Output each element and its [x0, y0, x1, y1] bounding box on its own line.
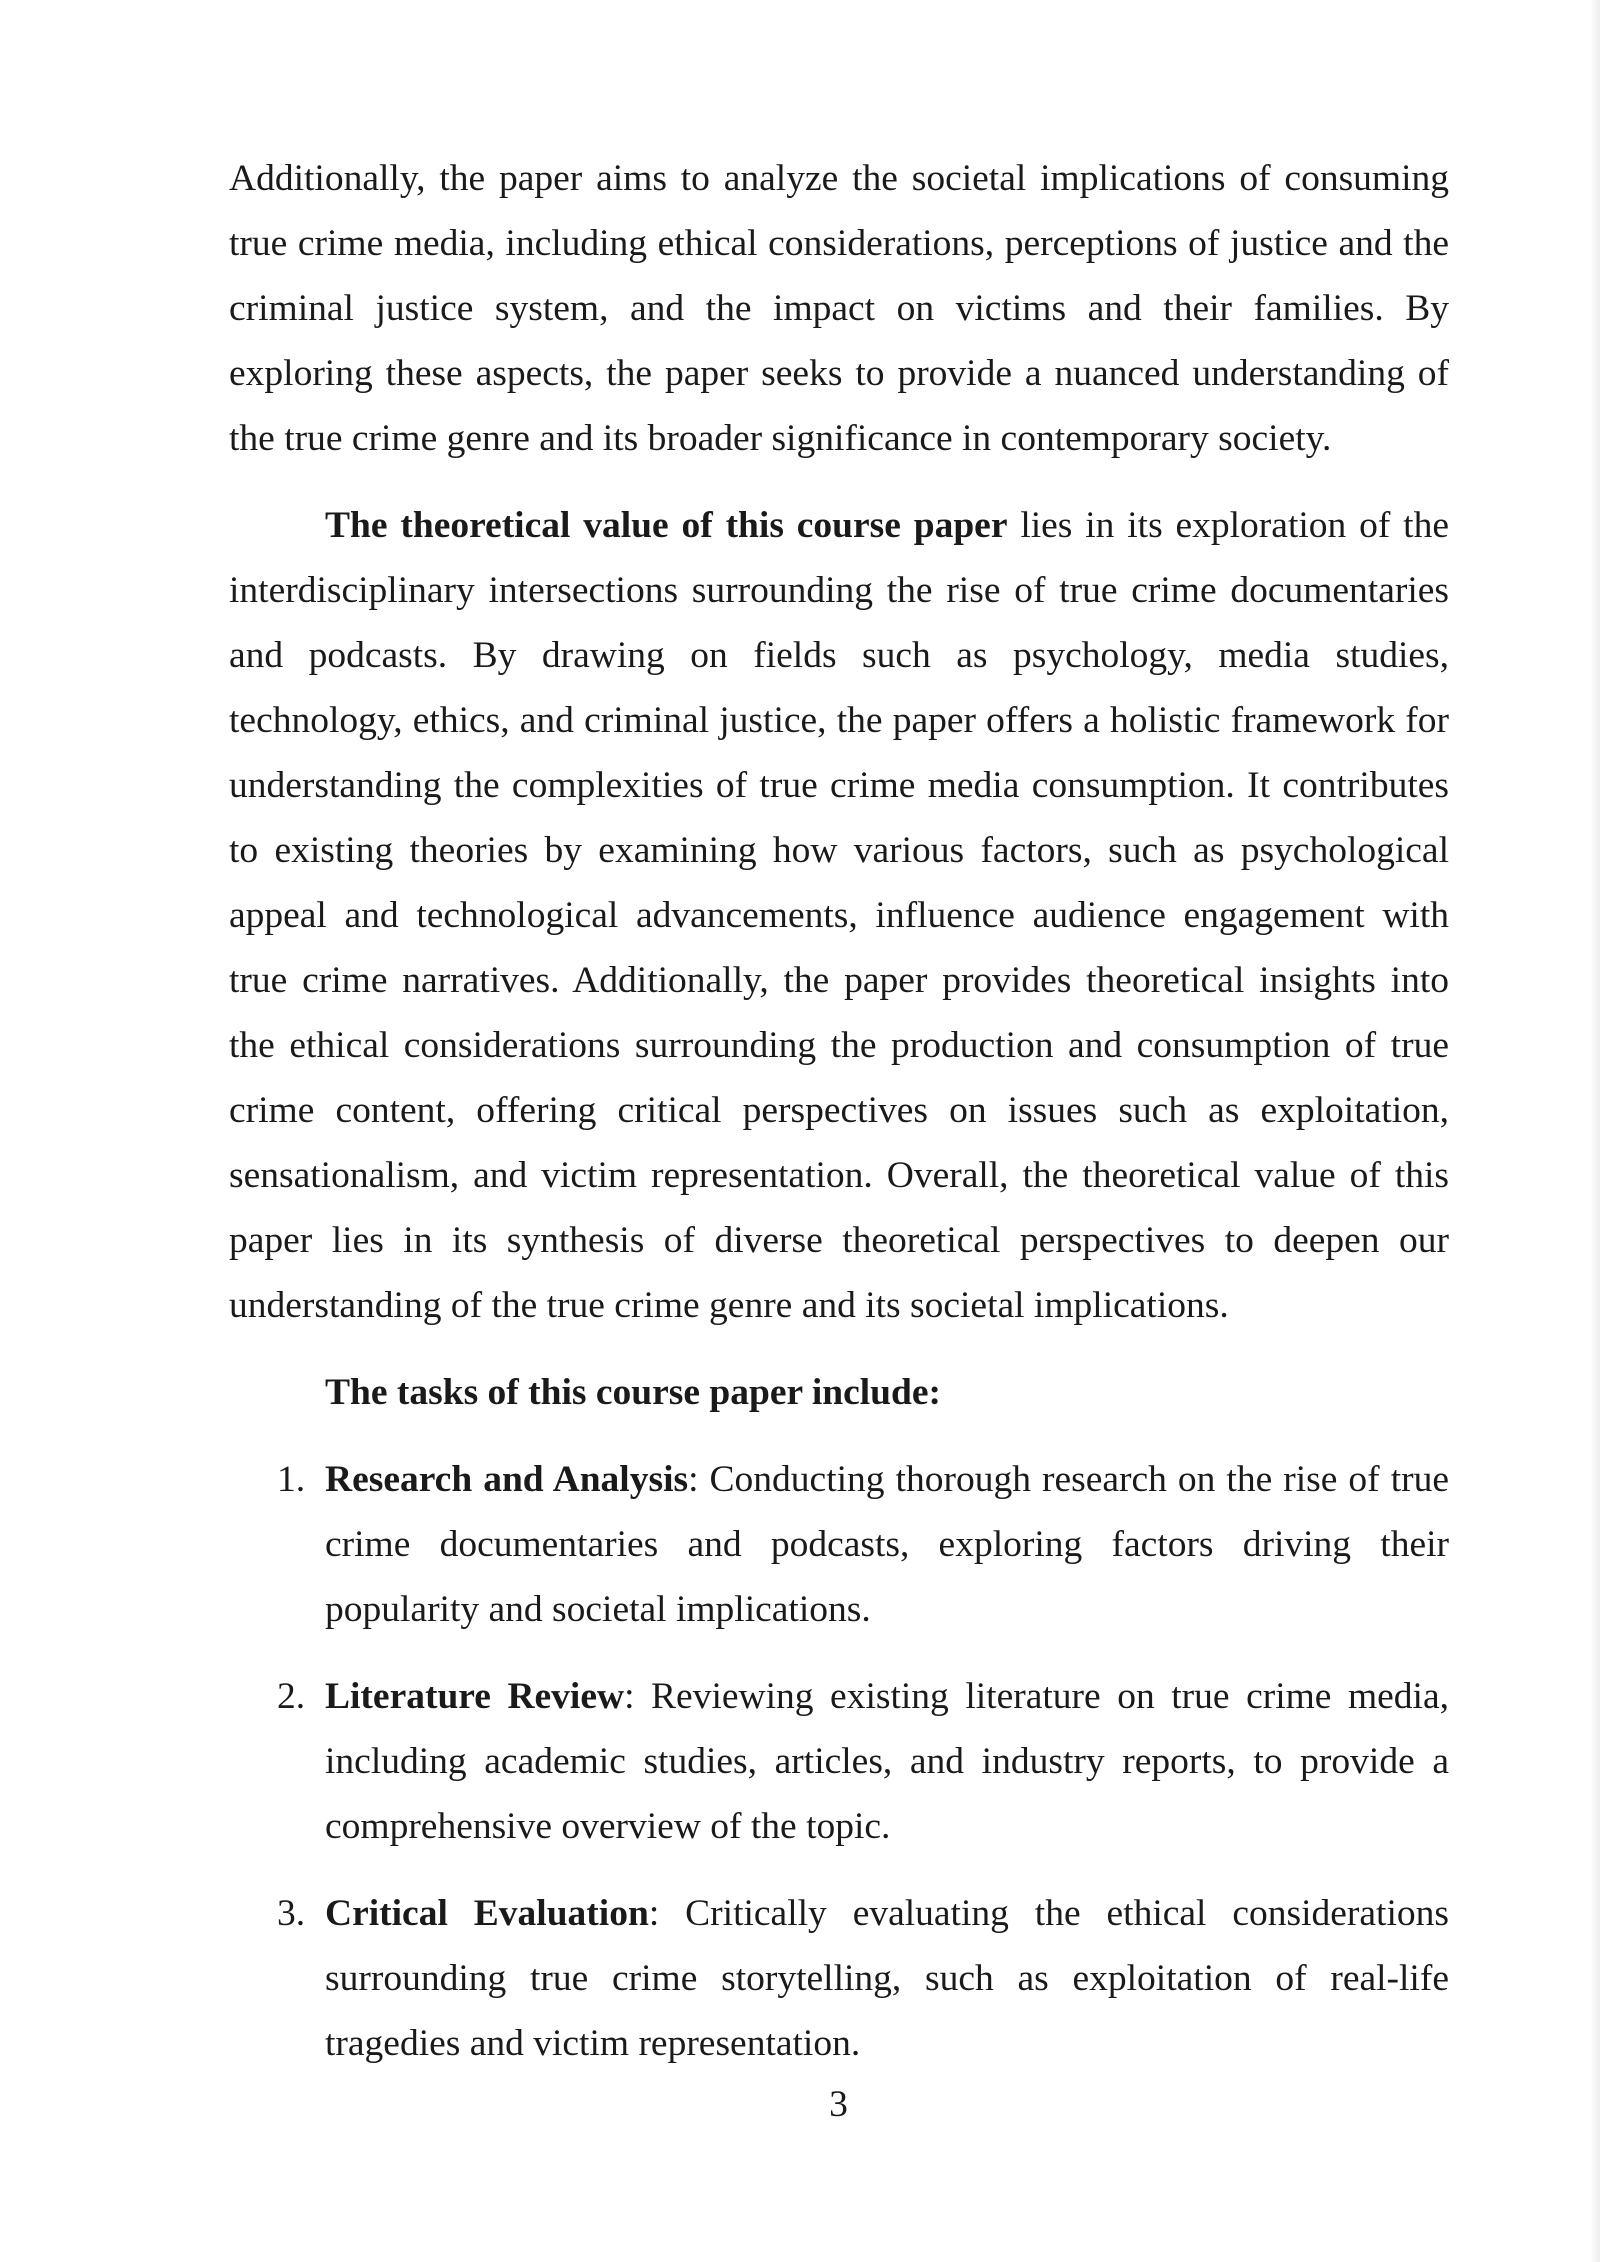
task-text: : Conducting thorough research on the rise of true crime documentaries and podcasts, exploring factors driving their popularity and societal implications.	[325, 1459, 1449, 1630]
task-number: 2.	[277, 1676, 306, 1717]
task-text: : Reviewing existing literature on true crime media, including academic studies, articles, and industry reports, to provide a comprehensive overview of the topic.	[325, 1676, 1449, 1847]
task-title: Literature Review	[325, 1676, 625, 1717]
task-item-research	[229, 1447, 1449, 1642]
page-content	[229, 146, 1449, 2098]
theoretical-value-paragraph	[229, 493, 1449, 1338]
theoretical-value-lead: The theoretical value of this course paper	[325, 505, 1008, 546]
task-title: Critical Evaluation	[325, 1893, 649, 1934]
tasks-list	[229, 1447, 1449, 2076]
tasks-heading: The tasks of this course paper include:	[325, 1372, 942, 1413]
task-item-critical-evaluation	[229, 1881, 1449, 2076]
page-number: 3	[829, 2084, 848, 2125]
task-title: Research and Analysis	[325, 1459, 689, 1500]
task-item-literature-review	[229, 1664, 1449, 1859]
task-number: 3.	[277, 1893, 306, 1934]
page-edge-shadow	[1590, 0, 1600, 2262]
intro-paragraph: Additionally, the paper aims to analyze the societal implications of consuming true crime media, including ethical considerations, perceptions of justice and the criminal justice system, and the impact on victims and their families. By exploring these aspects, the paper seeks to provide a nuanced understanding of the true crime genre and its broader significance in contemporary society.	[229, 158, 1449, 459]
task-text: : Critically evaluating the ethical considerations surrounding true crime storytelling, such as exploitation of real-life tragedies and victim representation.	[325, 1893, 1449, 2064]
theoretical-value-body: lies in its exploration of the interdisciplinary intersections surrounding the rise of true crime documentaries and podcasts. By drawing on fields such as psychology, media studies, technology, ethics, and criminal justice, the paper offers a holistic framework for understanding the complexities of true crime media consumption. It contributes to existing theories by examining how various factors, such as psychological appeal and technological advancements, influence audience engagement with true crime narratives. Additionally, the paper provides theoretical insights into the ethical considerations surrounding the production and consumption of true crime content, offering critical perspectives on issues such as exploitation, sensationalism, and victim representation. Overall, the theoretical value of this paper lies in its synthesis of diverse theoretical perspectives to deepen our understanding of the true crime genre and its societal implications.	[229, 505, 1449, 1326]
task-number: 1.	[277, 1459, 306, 1500]
